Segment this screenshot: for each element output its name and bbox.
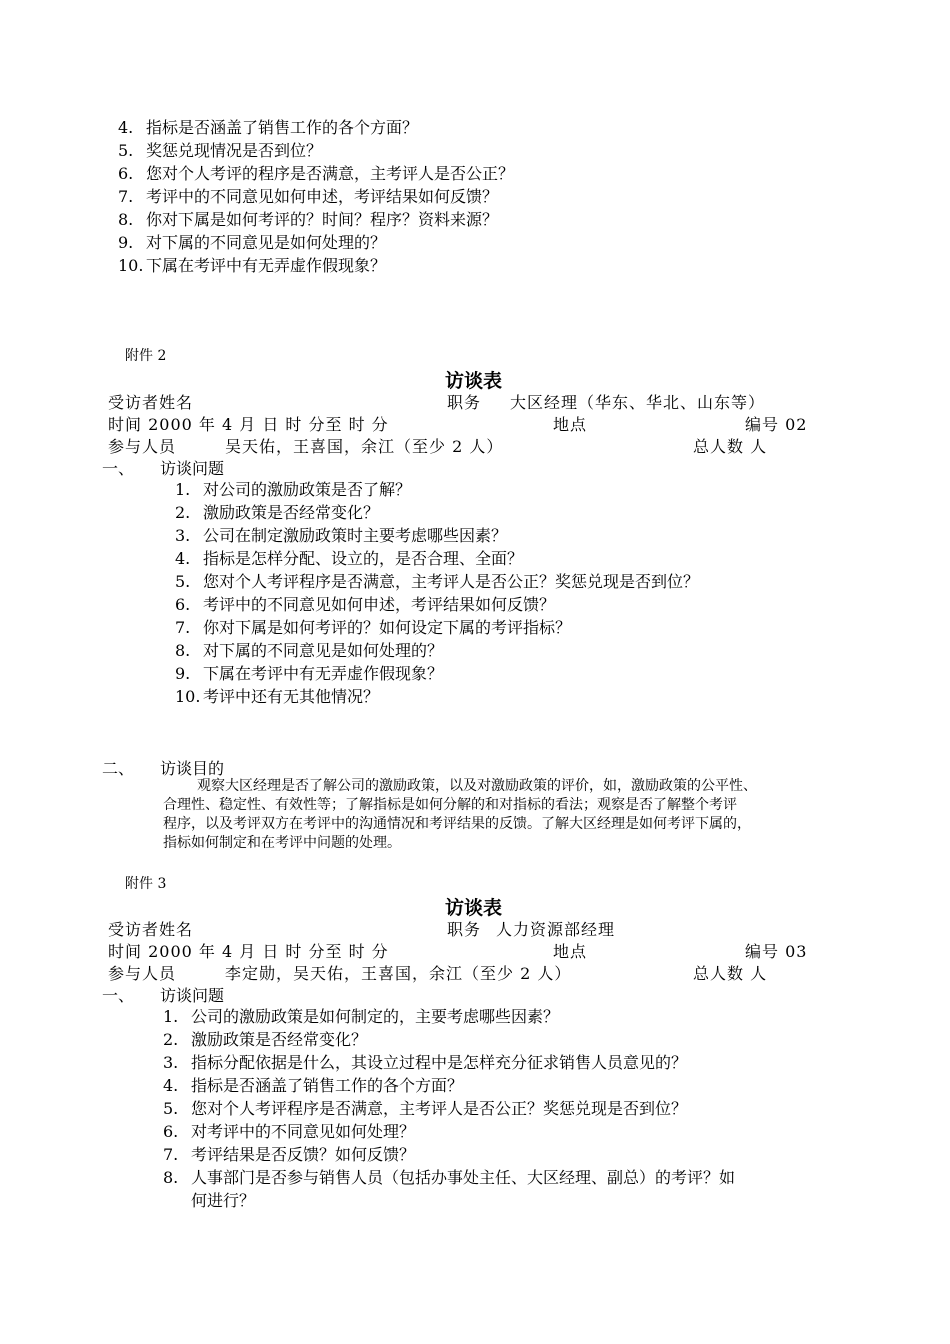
form-title: 访谈表 <box>445 370 503 392</box>
list-item: 8. 你对下属是如何考评的？时间？程序？资料来源？ <box>118 210 499 229</box>
list-item: 4. 指标是怎样分配、设立的，是否合理、全面？ <box>175 549 524 568</box>
list-item: 2. 激励政策是否经常变化？ <box>175 503 380 522</box>
section-number: 二、 <box>102 759 135 778</box>
total-count-label: 总人数 人 <box>693 964 768 983</box>
section-number: 一、 <box>102 459 135 478</box>
list-item: 8. 对下属的不同意见是如何处理的？ <box>175 641 444 660</box>
list-item: 7. 你对下属是如何考评的？如何设定下属的考评指标？ <box>175 618 572 637</box>
participants-value: 李定勋，吴天佑，王喜国，余江（至少 2 人） <box>225 964 572 983</box>
number-label: 编号 03 <box>745 942 808 961</box>
list-item: 6. 对考评中的不同意见如何处理？ <box>163 1122 416 1141</box>
position-value: 大区经理（华东、华北、山东等） <box>510 393 766 412</box>
section-heading: 访谈目的 <box>160 759 225 778</box>
paragraph-line: 指标如何制定和在考评中问题的处理。 <box>163 835 401 851</box>
place-label: 地点 <box>553 415 588 434</box>
position-label: 职务 <box>447 393 482 412</box>
section-heading: 访谈问题 <box>160 986 225 1005</box>
list-item: 4. 指标是否涵盖了销售工作的各个方面？ <box>163 1076 464 1095</box>
list-item: 3. 公司在制定激励政策时主要考虑哪些因素？ <box>175 526 508 545</box>
interviewee-label: 受访者姓名 <box>108 393 194 412</box>
appendix-label: 附件 3 <box>125 876 167 892</box>
list-item: 10. 下属在考评中有无弄虚作假现象？ <box>118 256 387 275</box>
number-label: 编号 02 <box>745 415 808 434</box>
list-item: 1. 公司的激励政策是如何制定的，主要考虑哪些因素？ <box>163 1007 560 1026</box>
paragraph-line: 合理性、稳定性、有效性等；了解指标是如何分解的和对指标的看法；观察是否了解整个考评 <box>163 797 737 813</box>
list-item: 2. 激励政策是否经常变化？ <box>163 1030 368 1049</box>
list-item: 5. 您对个人考评程序是否满意，主考评人是否公正？奖惩兑现是否到位？ <box>175 572 700 591</box>
participants-label: 参与人员 <box>108 437 177 456</box>
list-item: 10. 考评中还有无其他情况？ <box>175 687 380 706</box>
interviewee-label: 受访者姓名 <box>108 920 194 939</box>
section-number: 一、 <box>102 986 135 1005</box>
list-item: 9. 对下属的不同意见是如何处理的？ <box>118 233 387 252</box>
position-value: 人力资源部经理 <box>496 920 616 939</box>
list-item: 6. 您对个人考评的程序是否满意，主考评人是否公正？ <box>118 164 515 183</box>
paragraph-line: 观察大区经理是否了解公司的激励政策，以及对激励政策的评价，如，激励政策的公平性、 <box>197 778 757 794</box>
list-item: 1. 对公司的激励政策是否了解？ <box>175 480 412 499</box>
time-line: 时间 2000 年 4 月 日 时 分至 时 分 <box>108 415 389 434</box>
list-item: 5. 奖惩兑现情况是否到位？ <box>118 141 323 160</box>
paragraph-line: 程序，以及考评双方在考评中的沟通情况和考评结果的反馈。了解大区经理是如何考评下属的， <box>163 816 751 832</box>
place-label: 地点 <box>553 942 588 961</box>
list-item: 9. 下属在考评中有无弄虚作假现象？ <box>175 664 444 683</box>
participants-value: 吴天佑，王喜国，余江（至少 2 人） <box>225 437 504 456</box>
form-title: 访谈表 <box>445 897 503 919</box>
list-item: 5. 您对个人考评程序是否满意，主考评人是否公正？奖惩兑现是否到位？ <box>163 1099 688 1118</box>
time-line: 时间 2000 年 4 月 日 时 分至 时 分 <box>108 942 389 961</box>
list-item: 4. 指标是否涵盖了销售工作的各个方面？ <box>118 118 419 137</box>
section-heading: 访谈问题 <box>160 459 225 478</box>
list-item: 7. 考评中的不同意见如何申述，考评结果如何反馈？ <box>118 187 499 206</box>
list-item: 8. 人事部门是否参与销售人员（包括办事处主任、大区经理、副总）的考评？如 <box>163 1168 736 1187</box>
appendix-label: 附件 2 <box>125 348 167 364</box>
list-item: 6. 考评中的不同意见如何申述，考评结果如何反馈？ <box>175 595 556 614</box>
list-item: 3. 指标分配依据是什么，其设立过程中是怎样充分征求销售人员意见的？ <box>163 1053 688 1072</box>
list-item: 7. 考评结果是否反馈？如何反馈？ <box>163 1145 416 1164</box>
list-item-continuation: 何进行？ <box>191 1191 256 1210</box>
total-count-label: 总人数 人 <box>693 437 768 456</box>
participants-label: 参与人员 <box>108 964 177 983</box>
position-label: 职务 <box>447 920 482 939</box>
